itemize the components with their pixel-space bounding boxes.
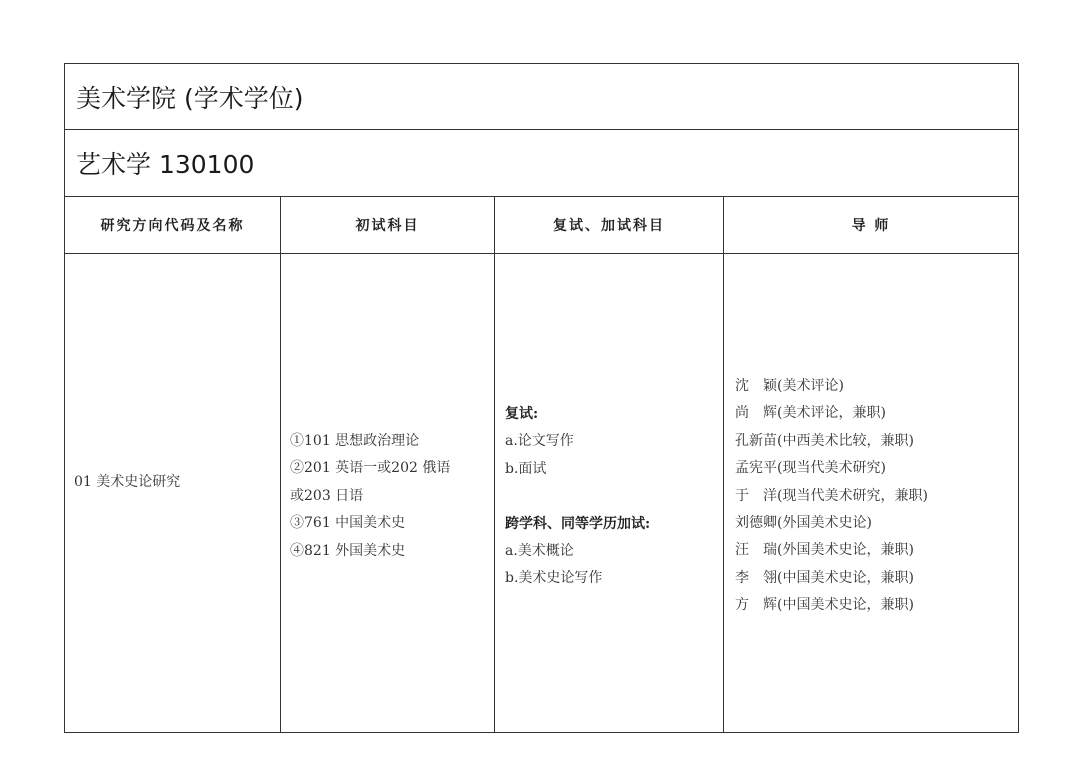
extra-test-item: b.美术史论写作 bbox=[505, 570, 603, 587]
extra-test-item: a.美术概论 bbox=[505, 543, 574, 560]
exam-subject-line: ④821 外国美术史 bbox=[290, 542, 406, 559]
extra-test-heading: 跨学科、同等学历加试: bbox=[505, 515, 651, 532]
retest-item: b.面试 bbox=[505, 460, 547, 477]
school-title: 美术学院 (学术学位) bbox=[76, 84, 304, 113]
exam-subject-line: ③761 中国美术史 bbox=[290, 515, 406, 532]
retest-cell bbox=[495, 254, 724, 732]
supervisors-list bbox=[735, 373, 928, 620]
table-row bbox=[65, 254, 1018, 732]
supervisor-line: 尚 辉(美术评论，兼职) bbox=[735, 405, 886, 422]
supervisor-line: 孔新苗(中西美术比较，兼职) bbox=[735, 432, 914, 449]
supervisor-line: 孟宪平(现当代美术研究) bbox=[735, 460, 886, 477]
direction-name: 01 美术史论研究 bbox=[74, 474, 181, 490]
exam-subjects-list bbox=[290, 428, 450, 565]
header-row bbox=[65, 197, 1018, 254]
direction-cell bbox=[65, 254, 281, 732]
retest-heading: 复试: bbox=[505, 406, 539, 422]
supervisor-line: 沈 颖(美术评论) bbox=[735, 378, 844, 394]
discipline-title: 艺术学 130100 bbox=[76, 150, 255, 179]
supervisor-line: 于 洋(现当代美术研究，兼职) bbox=[735, 487, 928, 504]
retest-item: a.论文写作 bbox=[505, 433, 574, 450]
exam-subject-line: ②201 英语一或202 俄语 bbox=[290, 460, 451, 477]
header-supervisors: 导 师 bbox=[851, 218, 891, 234]
subtitle-row bbox=[65, 130, 1018, 197]
exam-subjects-cell bbox=[281, 254, 495, 732]
header-retest-subjects: 复试、加试科目 bbox=[495, 197, 724, 253]
retest-list bbox=[505, 401, 650, 593]
supervisor-line: 方 辉(中国美术史论，兼职) bbox=[735, 597, 914, 614]
header-direction: 研究方向代码及名称 bbox=[65, 197, 281, 253]
supervisor-line: 李 翎(中国美术史论，兼职) bbox=[735, 569, 914, 586]
title-row bbox=[65, 64, 1018, 130]
exam-subject-line: 或203 日语 bbox=[290, 487, 364, 504]
spacer bbox=[505, 483, 650, 510]
supervisor-line: 汪 瑞(外国美术史论，兼职) bbox=[735, 542, 914, 559]
exam-subject-line: ①101 思想政治理论 bbox=[290, 433, 420, 449]
supervisor-line: 刘德卿(外国美术史论) bbox=[735, 515, 872, 532]
header-exam-subjects: 初试科目 bbox=[281, 197, 495, 253]
admissions-table bbox=[64, 63, 1019, 733]
supervisors-cell bbox=[724, 254, 1018, 732]
